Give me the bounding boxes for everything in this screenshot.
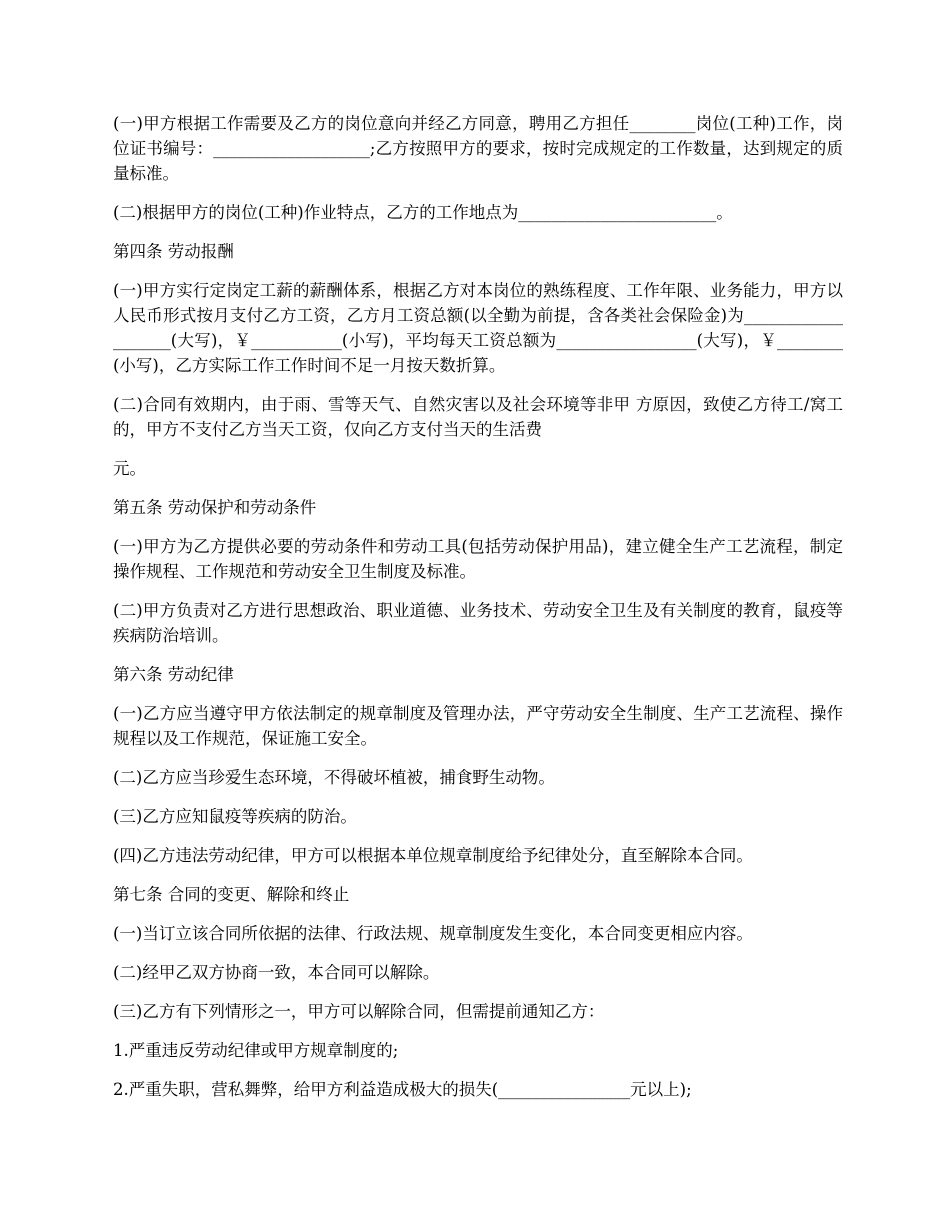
paragraph-rules-compliance: (一)乙方应当遵守甲方依法制定的规章制度及管理办法，严守劳动安全生制度、生产工艺流程、操作规程以及工作规范，保证施工安全。 <box>113 704 843 748</box>
heading-article-6: 第六条 劳动纪律 <box>113 665 234 684</box>
paragraph-ecology: (二)乙方应当珍爱生态环境，不得破坏植被，捕食野生动物。 <box>113 768 555 787</box>
list-item-1: 1.严重违反劳动纪律或甲方规章制度的; <box>113 1041 399 1060</box>
paragraph-job-position: (一)甲方根据工作需要及乙方的岗位意向并经乙方同意，聘用乙方担任________岗位(工种)工作，岗位证书编号：___________________;乙方按照甲方的要求，按时完成规定的工作数量，达到规定的质量标准。 <box>113 114 843 183</box>
heading-article-7: 第七条 合同的变更、解除和终止 <box>113 885 350 904</box>
paragraph-weather-downtime: (二)合同有效期内，由于雨、雪等天气、自然灾害以及社会环境等非甲 方原因，致使乙方待工/窝工的，甲方不支付乙方当天工资，仅向乙方支付当天的生活费 <box>113 395 843 439</box>
paragraph-contract-change: (一)当订立该合同所依据的法律、行政法规、规章制度发生变化，本合同变更相应内容。 <box>113 924 753 943</box>
paragraph-salary-system: (一)甲方实行定岗定工薪的薪酬体系，根据乙方对本岗位的熟练程度、工作年限、业务能力，甲方以人民币形式按月支付乙方工资，乙方月工资总额(以全勤为前提，含各类社会保险金)为___________________(大写)，￥___________(小写)，平均每天工资总额为_________________(大写)，￥________(小写)，乙方实际工作工作时间不足一月按天数折算。 <box>113 281 843 375</box>
paragraph-discipline: (四)乙方违法劳动纪律，甲方可以根据本单位规章制度给予纪律处分，直至解除本合同。 <box>113 846 753 865</box>
paragraph-work-location: (二)根据甲方的岗位(工种)作业特点，乙方的工作地点为________________________。 <box>113 203 733 222</box>
heading-article-4: 第四条 劳动报酬 <box>113 242 234 261</box>
paragraph-yuan: 元。 <box>113 459 146 478</box>
list-item-2: 2.严重失职，营私舞弊，给甲方利益造成极大的损失(________________元以上); <box>113 1080 692 1099</box>
paragraph-termination-conditions: (三)乙方有下列情形之一，甲方可以解除合同，但需提前通知乙方： <box>113 1002 605 1021</box>
paragraph-mutual-termination: (二)经甲乙双方协商一致，本合同可以解除。 <box>113 963 440 982</box>
paragraph-training: (二)甲方负责对乙方进行思想政治、职业道德、业务技术、劳动安全卫生及有关制度的教育，鼠疫等疾病防治培训。 <box>113 601 843 645</box>
document-body <box>113 111 843 1116</box>
paragraph-disease-prevention: (三)乙方应知鼠疫等疾病的防治。 <box>113 807 357 826</box>
paragraph-labor-conditions: (一)甲方为乙方提供必要的劳动条件和劳动工具(包括劳动保护用品)，建立健全生产工艺流程，制定操作规程、工作规范和劳动安全卫生制度及标准。 <box>113 537 843 581</box>
heading-article-5: 第五条 劳动保护和劳动条件 <box>113 498 317 517</box>
